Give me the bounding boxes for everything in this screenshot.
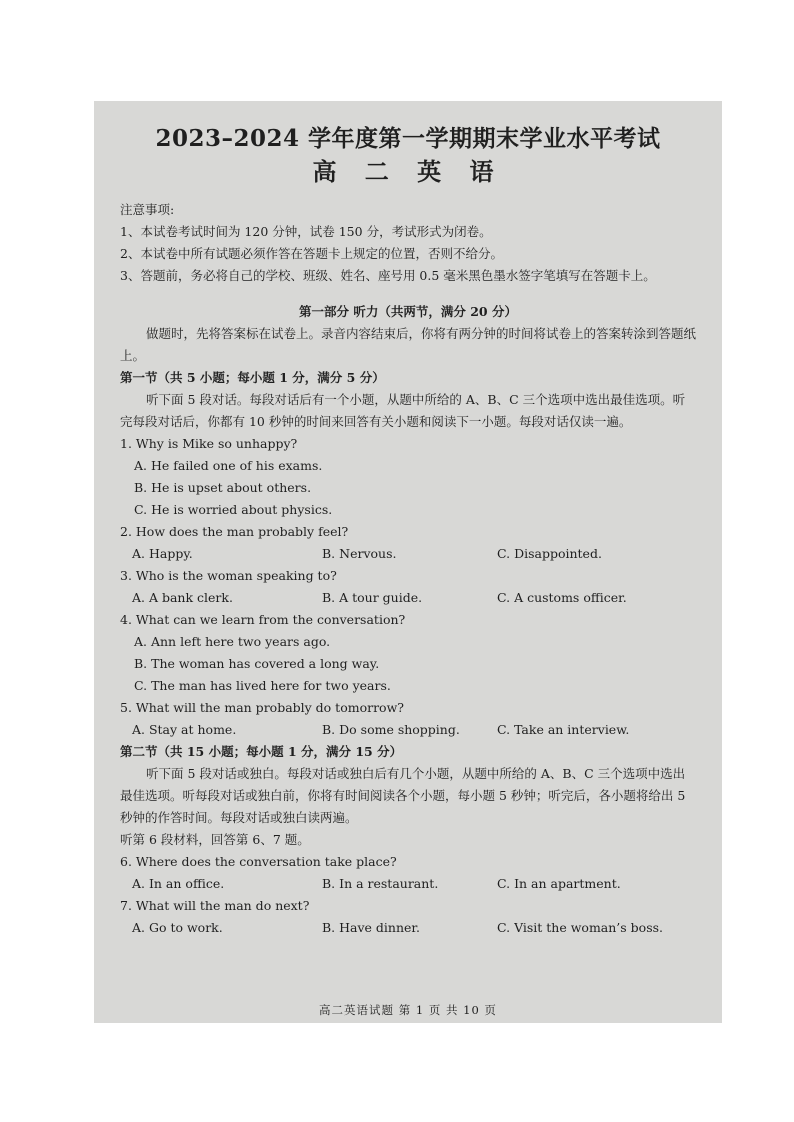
option-b: B. Nervous. (322, 546, 397, 561)
option-a: A. Go to work. (132, 920, 223, 935)
question-stem: 4. What can we learn from the conversation? (120, 612, 406, 627)
question-stem: 5. What will the man probably do tomorrow? (120, 700, 404, 715)
question-6 (120, 851, 696, 895)
notice-block (120, 199, 696, 287)
option-b: B. Have dinner. (322, 920, 420, 935)
option-b: B. He is upset about others. (134, 480, 312, 495)
option-c: C. The man has lived here for two years. (134, 678, 391, 693)
option-a: A. Happy. (132, 546, 193, 561)
question-stem: 3. Who is the woman speaking to? (120, 568, 337, 583)
question-1 (120, 433, 696, 521)
question-7 (120, 895, 696, 939)
question-stem: 1. Why is Mike so unhappy? (120, 436, 298, 451)
option-b: B. In a restaurant. (322, 876, 439, 891)
question-stem: 7. What will the man do next? (120, 898, 310, 913)
question-2 (120, 521, 696, 565)
section1-instruction: 听下面 5 段对话。每段对话后有一个小题，从题中所给的 A、B、C 三个选项中选出最佳选项。听完每段对话后，你都有 10 秒钟的时间来回答有关小题和阅读下一小题。每段对话仅读一遍。 (120, 392, 686, 429)
part1-heading: 第一部分 听力（共两节，满分 20 分） (299, 304, 517, 319)
option-a: A. A bank clerk. (132, 590, 233, 605)
page-footer: 高二英语试题 第 1 页 共 10 页 (319, 1003, 497, 1017)
option-c: C. In an apartment. (497, 876, 621, 891)
option-c: C. He is worried about physics. (134, 502, 333, 517)
option-c: C. A customs officer. (497, 590, 627, 605)
section2-heading: 第二节（共 15 小题；每小题 1 分，满分 15 分） (120, 744, 403, 759)
question-stem: 6. Where does the conversation take place? (120, 854, 397, 869)
notice-heading: 注意事项: (120, 202, 175, 217)
option-b: B. A tour guide. (322, 590, 423, 605)
option-a: A. Ann left here two years ago. (134, 634, 331, 649)
question-3 (120, 565, 696, 609)
subject-title: 高 二 英 语 (312, 157, 504, 186)
option-a: A. Stay at home. (132, 722, 237, 737)
part1-instruction: 做题时，先将答案标在试卷上。录音内容结束后，你将有两分钟的时间将试卷上的答案转涂到答题纸上。 (120, 326, 697, 363)
section1-heading: 第一节（共 5 小题；每小题 1 分，满分 5 分） (120, 370, 385, 385)
option-b: B. Do some shopping. (322, 722, 460, 737)
option-b: B. The woman has covered a long way. (134, 656, 380, 671)
option-c: C. Take an interview. (497, 722, 630, 737)
exam-page (94, 101, 722, 1023)
notice-item-1: 1、本试卷考试时间为 120 分钟，试卷 150 分，考试形式为闭卷。 (120, 224, 492, 239)
option-a: A. In an office. (132, 876, 225, 891)
option-a: A. He failed one of his exams. (134, 458, 323, 473)
notice-item-2: 2、本试卷中所有试题必须作答在答题卡上规定的位置，否则不给分。 (120, 246, 503, 261)
material-note: 听第 6 段材料，回答第 6、7 题。 (120, 832, 310, 847)
notice-item-3: 3、答题前，务必将自己的学校、班级、姓名、座号用 0.5 毫米黑色墨水签字笔填写在答题卡上。 (120, 268, 656, 283)
section2-instruction: 听下面 5 段对话或独白。每段对话或独白后有几个小题，从题中所给的 A、B、C 三个选项中选出最佳选项。听每段对话或独白前，你将有时间阅读各个小题，每小题 5 秒钟；听完后，各小题将给出 5 秒钟的作答时间。每段对话或独白读两遍。 (120, 766, 686, 825)
exam-title: 2023–2024 学年度第一学期期末学业水平考试 (155, 125, 661, 152)
question-stem: 2. How does the man probably feel? (120, 524, 349, 539)
option-c: C. Visit the woman’s boss. (497, 920, 663, 935)
question-5 (120, 697, 696, 741)
question-4 (120, 609, 696, 697)
option-c: C. Disappointed. (497, 546, 602, 561)
